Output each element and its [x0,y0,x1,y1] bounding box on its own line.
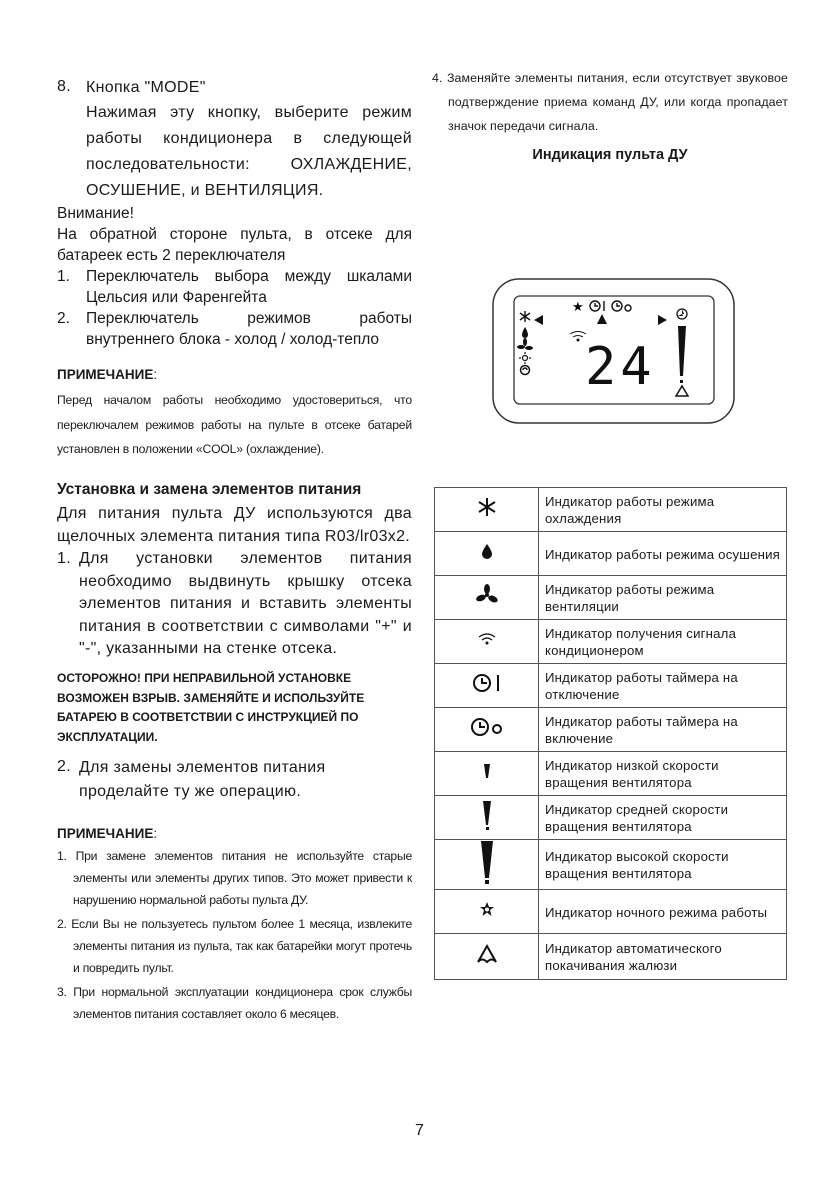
fan-low-icon [483,762,491,780]
list-item [57,266,412,308]
list-item: 2. Если Вы не пользуетесь пультом более 1 месяца, извлеките элементы питания из пульта, так как батарейки могут протечь и повредить пульт. [57,917,412,975]
icon-cell [435,664,539,708]
note2-block [57,826,412,1025]
table-row [435,664,787,708]
left-column [57,76,412,199]
page-number: 7 [415,1122,424,1139]
list-number: 1. [57,268,70,285]
mode-block [86,76,412,204]
signal-icon [478,632,496,646]
icon-cell [435,796,539,840]
indication-heading: Индикация пульта ДУ [532,147,688,163]
item4-text: 4. Заменяйте элементы питания, если отсутствует звуковое подтверждение приема команд ДУ, или когда пропадает значок передачи сигнала. [432,71,788,133]
table-row [435,620,787,664]
battery-heading: Установка и замена элементов питания [57,481,362,498]
list-number: 2. [57,310,70,327]
description-cell: Индикатор работы режима осушения [539,532,787,576]
step-number: 1. [57,550,71,567]
timer-on-icon [470,716,504,738]
description-cell: Индикатор работы таймера на включение [539,708,787,752]
list-text: Переключатель режимов работы внутреннего блока - холод / холод-тепло [86,310,412,348]
warning-text: ОСТОРОЖНО! ПРИ НЕПРАВИЛЬНОЙ УСТАНОВКЕ ВОЗМОЖЕН ВЗРЫВ. ЗАМЕНЯЙТЕ И ИСПОЛЬЗУЙТЕ БАТАРЕЮ В СООТВЕТСТВИИ С ИНСТРУКЦИЕЙ ПО ЭКСПЛУАТАЦИИ. [57,671,365,744]
attention-text: На обратной стороне пульта, в отсеке для батареек есть 2 переключателя [57,226,412,264]
list-item: 1. При замене элементов питания не используйте старые элементы или элементы других типов. Это может привести к нарушению нормальной работы пульта ДУ. [57,849,412,907]
list-item [57,308,412,350]
table-row [435,532,787,576]
night-mode-icon [479,901,495,917]
fan-speed-dot [680,380,683,383]
description-cell: Индикатор работы режима вентиляции [539,576,787,620]
list-text: Переключатель выбора между шкалами Цельсия или Фаренгейта [86,268,412,306]
table-row [435,708,787,752]
display-temperature: 24 [585,337,656,397]
description-cell: Индикатор средней скорости вращения вентилятора [539,796,787,840]
cool-icon [477,497,497,517]
table-row [435,796,787,840]
table-row [435,890,787,934]
mode-section [57,76,412,199]
icon-cell [435,840,539,890]
table-row [435,840,787,890]
note2-list [57,845,412,1025]
swing-icon [475,943,499,965]
note2-title: ПРИМЕЧАНИЕ [57,826,154,841]
icon-cell [435,934,539,980]
note2-colon: : [153,826,158,841]
description-cell: Индикатор высокой скорости вращения вентилятора [539,840,787,890]
icon-cell [435,532,539,576]
icon-cell [435,576,539,620]
list-item: 3. При нормальной эксплуатации кондиционера срок службы элементов питания составляет около 6 месяцев. [57,985,412,1021]
svg-text:★: ★ [572,300,584,315]
description-cell: Индикатор работы режима охлаждения [539,488,787,532]
fan-high-icon [480,840,494,884]
dry-icon [481,543,493,559]
description-cell: Индикатор ночного режима работы [539,890,787,934]
switch-list [57,266,412,350]
step-number: 2. [57,758,71,775]
table-row [435,576,787,620]
battery-step2 [57,756,412,804]
fan-icon [476,584,498,606]
attention-title: Внимание! [57,205,134,222]
battery-step1 [57,548,412,661]
battery-intro: Для питания пульта ДУ используются два щелочных элемента питания типа R03/lr03x2. [57,505,412,545]
description-cell: Индикатор работы таймера на отключение [539,664,787,708]
mode-text: Нажимая эту кнопку, выберите режим работы кондиционера в следующей последовательности: ОХЛАЖДЕНИЕ, ОСУШЕНИЕ, и ВЕНТИЛЯЦИЯ. [86,104,412,199]
table-row [435,934,787,980]
remote-display-svg [492,278,735,424]
icon-cell [435,890,539,934]
note1-title-row [57,367,412,382]
attention-block [57,203,412,350]
step-text: Для замены элементов питания проделайте ту же операцию. [79,759,326,800]
note1-colon: : [153,367,158,382]
fan-mid-icon [482,800,492,830]
icon-cell [435,620,539,664]
note1-title: ПРИМЕЧАНИЕ [57,367,154,382]
night-mode-icon [572,300,584,315]
icon-cell [435,708,539,752]
icon-cell [435,488,539,532]
note2-title-row [57,826,412,841]
note1-text: Перед началом работы необходимо удостовериться, что переключалем режимов работы на пульте в отсеке батарей установлен в положении «COOL» (охлаждение). [57,393,412,456]
description-cell: Индикатор низкой скорости вращения вентилятора [539,752,787,796]
remote-display-figure [492,278,735,424]
indicator-table [434,487,787,980]
note1-block [57,367,412,462]
timer-off-icon [472,672,502,694]
mode-title: Кнопка "MODE" [86,79,206,96]
step-text: Для установки элементов питания необходимо выдвинуть крышку отсека элементов питания и вставить элементы питания в соответствии с символами "+" и "-", указанными на стенке отсека. [79,550,412,657]
description-cell: Индикатор автоматического покачивания жалюзи [539,934,787,980]
table-row [435,488,787,532]
description-cell: Индикатор получения сигнала кондиционером [539,620,787,664]
table-row [435,752,787,796]
mode-number: 8. [57,78,71,95]
battery-section [57,480,412,744]
icon-cell [435,752,539,796]
